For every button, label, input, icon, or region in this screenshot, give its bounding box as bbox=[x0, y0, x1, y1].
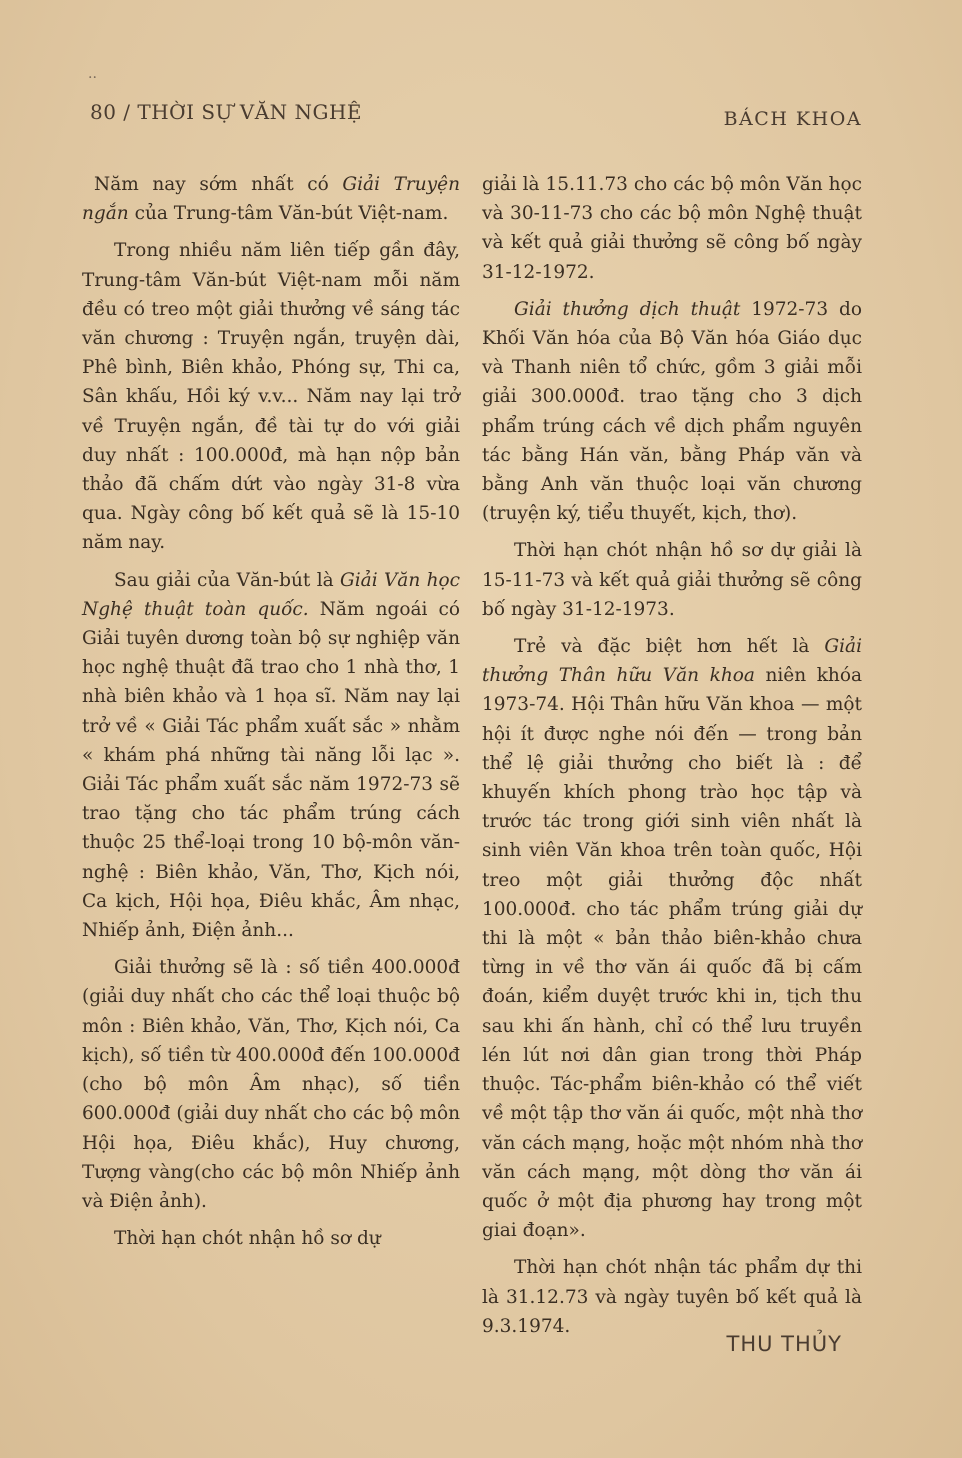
page-header-title: 80 / THỜI SỰ VĂN NGHỆ bbox=[90, 100, 363, 124]
paragraph: Giải thưởng sẽ là : số tiền 400.000đ (giải duy nhất cho các thể loại thuộc bộ môn : Biên khảo, Văn, Thơ, Kịch nói, Ca kịch), số tiền từ 400.000đ đến 100.000đ (cho bộ môn Âm nhạc), số tiền 600.000đ (giải duy nhất cho các bộ môn Hội họa, Điêu khắc), Huy chương, Tượng vàng(cho các bộ môn Nhiếp ảnh và Điện ảnh). bbox=[82, 957, 460, 1212]
paragraph: Sau giải của Văn-bút là Giải Văn học Nghệ thuật toàn quốc. Năm ngoái có Giải tuyên dương toàn bộ sự nghiệp văn học nghệ thuật đã trao cho 1 nhà thơ, 1 nhà biên khảo và 1 họa sĩ. Năm nay lại trở về « Giải Tác phẩm xuất sắc » nhằm « khám phá những tài năng lỗi lạc ». Giải Tác phẩm xuất sắc năm 1972-73 sẽ trao tặng cho tác phẩm trúng cách thuộc 25 thể-loại trong 10 bộ-môn văn-nghệ : Biên khảo, Văn, Thơ, Kịch nói, Ca kịch, Hội họa, Điêu khắc, Âm nhạc, Nhiếp ảnh, Điện ảnh... bbox=[82, 569, 460, 942]
right-column bbox=[482, 170, 862, 1349]
paragraph: Năm nay sớm nhất có Giải Truyện ngắn của Trung-tâm Văn-bút Việt-nam. bbox=[82, 174, 460, 225]
paragraph: Trong nhiều năm liên tiếp gần đây, Trung-tâm Văn-bút Việt-nam mỗi năm đều có treo một giải thưởng về sáng tác văn chương : Truyện ngắn, truyện dài, Phê bình, Biên khảo, Phóng sự, Thi ca, Sân khấu, Hồi ký v.v... Năm nay lại trở về Truyện ngắn, đề tài tự do với giải duy nhất : 100.000đ, mà hạn nộp bản thảo đã chấm dứt vào ngày 31-8 vừa qua. Ngày công bố kết quả sẽ là 15-10 năm nay. bbox=[82, 240, 460, 554]
paragraph: Thời hạn chót nhận tác phẩm dự thi là 31.12.73 và ngày tuyên bố kết quả là 9.3.1974. bbox=[482, 1257, 862, 1337]
page-mark: .. bbox=[88, 66, 97, 82]
paragraph: giải là 15.11.73 cho các bộ môn Văn học và 30-11-73 cho các bộ môn Nghệ thuật và kết quả giải thưởng sẽ công bố ngày 31-12-1972. bbox=[482, 174, 862, 283]
paragraph: Thời hạn chót nhận hồ sơ dự giải là 15-11-73 và kết quả giải thưởng sẽ công bố ngày 31-12-1973. bbox=[482, 540, 862, 620]
left-column bbox=[82, 170, 460, 1261]
paragraph: Giải thưởng dịch thuật 1972-73 do Khối Văn hóa của Bộ Văn hóa Giáo dục và Thanh niên tổ chức, gồm 3 giải mỗi giải 300.000đ. trao tặng cho 3 dịch phẩm trúng cách về dịch phẩm nguyên tác bằng Hán văn, bằng Pháp văn và bằng Anh văn thuộc loại văn chương (truyện ký, tiểu thuyết, kịch, thơ). bbox=[482, 298, 862, 525]
paragraph: Trẻ và đặc biệt hơn hết là Giải thưởng Thân hữu Văn khoa niên khóa 1973-74. Hội Thân hữu Văn khoa — một hội ít được nghe nói đến — trong bản thể lệ giải thưởng cho biết là : để khuyến khích phong trào học tập và trước tác trong giới sinh viên nhất là sinh viên Văn khoa trên toàn quốc, Hội treo một giải thưởng độc nhất 100.000đ. cho tác phẩm trúng giải dự thi là một « bản thảo biên-khảo chưa từng in về thơ văn ái quốc đã bị cấm đoán, kiểm duyệt trước khi in, tịch thu sau khi ấn hành, chỉ có thể lưu truyền lén lút nơi dân gian trong thời Pháp thuộc. Tác-phẩm biên-khảo có thể viết về một tập thơ văn ái quốc, một nhà thơ văn cách mạng, hoặc một nhóm nhà thơ văn cách mạng, một dòng thơ văn ái quốc ở một địa phương hay trong một giai đoạn». bbox=[482, 636, 862, 1242]
author-signature: THU THỦY bbox=[726, 1332, 842, 1356]
magazine-name: BÁCH KHOA bbox=[723, 108, 862, 130]
paragraph: Thời hạn chót nhận hồ sơ dự bbox=[114, 1228, 381, 1250]
